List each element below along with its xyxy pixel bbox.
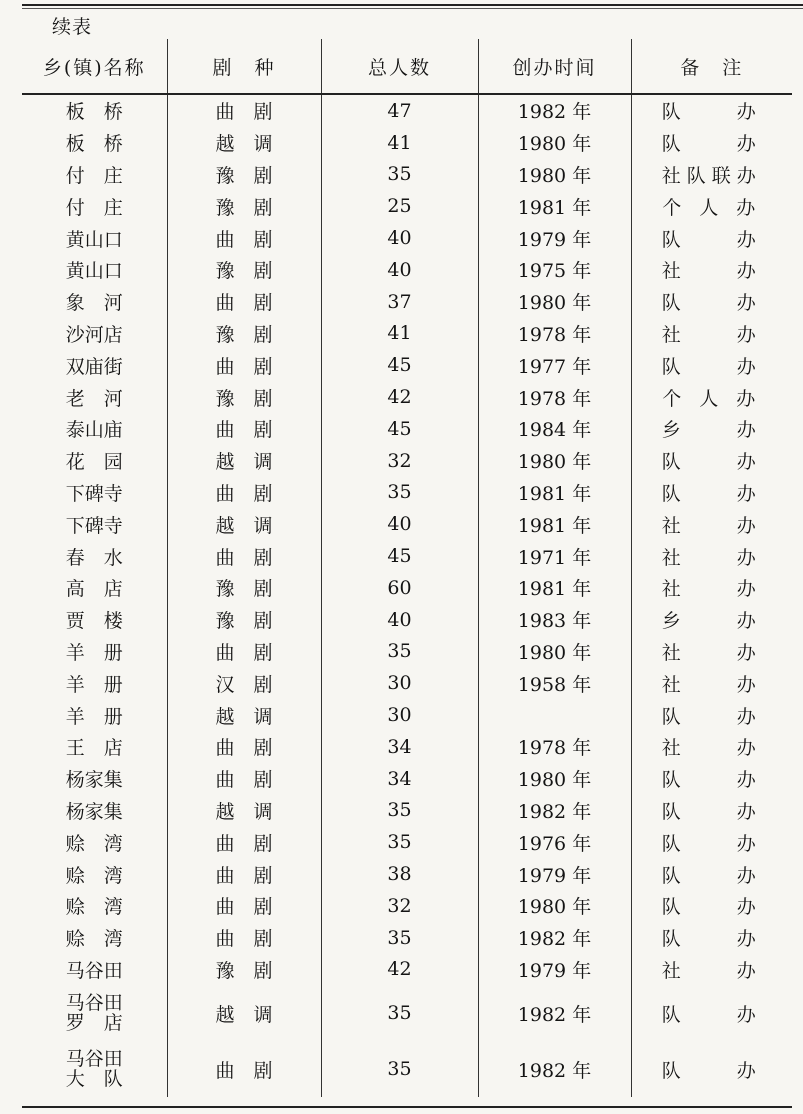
cell-founded: 1981 年 (478, 508, 631, 540)
cell-founded: 1978 年 (478, 381, 631, 413)
cell-note: 社 办 (631, 318, 792, 350)
table-row (22, 667, 792, 699)
cell-note: 社 办 (631, 508, 792, 540)
cell-note: 个 人 办 (631, 381, 792, 413)
cell-founded: 1976 年 (478, 826, 631, 858)
township-line2: 大 队 (65, 1068, 123, 1091)
cell-founded: 1981 年 (478, 572, 631, 604)
cell-township: 羊 册 (65, 673, 123, 696)
cell-note: 社 办 (631, 954, 792, 986)
table-caption: 续表 (52, 16, 93, 38)
cell-founded: 1980 年 (478, 445, 631, 477)
cell-genre: 曲 剧 (167, 731, 321, 763)
table-row (22, 636, 792, 668)
cell-township: 花 园 (65, 451, 123, 474)
troupe-table (22, 39, 792, 1097)
cell-founded: 1977 年 (478, 349, 631, 381)
cell-count: 32 (321, 890, 478, 922)
cell-note: 社队联办 (631, 159, 792, 191)
cell-township: 象 河 (65, 292, 123, 315)
table-row (22, 413, 792, 445)
cell-count: 41 (321, 318, 478, 350)
header-genre: 剧 种 (167, 39, 321, 94)
cell-note: 队 办 (631, 985, 792, 1041)
cell-count: 45 (321, 413, 478, 445)
cell-township (22, 1041, 167, 1097)
cell-note: 队 办 (631, 763, 792, 795)
cell-township: 杨家集 (65, 769, 123, 792)
cell-genre: 越 调 (167, 127, 321, 159)
cell-note: 队 办 (631, 699, 792, 731)
cell-township: 沙河店 (65, 323, 123, 346)
cell-founded: 1984 年 (478, 413, 631, 445)
cell-count: 42 (321, 954, 478, 986)
table-row (22, 826, 792, 858)
cell-count: 25 (321, 190, 478, 222)
cell-township: 羊 册 (65, 641, 123, 664)
cell-genre: 越 调 (167, 445, 321, 477)
table-row (22, 1041, 792, 1097)
cell-founded: 1979 年 (478, 222, 631, 254)
table-header (22, 39, 792, 94)
cell-genre: 豫 剧 (167, 159, 321, 191)
cell-count: 32 (321, 445, 478, 477)
cell-note: 队 办 (631, 127, 792, 159)
cell-township (22, 985, 167, 1041)
cell-note: 社 办 (631, 667, 792, 699)
cell-count: 35 (321, 826, 478, 858)
table-row (22, 222, 792, 254)
cell-note: 队 办 (631, 826, 792, 858)
cell-township: 杨家集 (65, 800, 123, 823)
cell-count: 45 (321, 349, 478, 381)
cell-note: 队 办 (631, 1041, 792, 1097)
cell-township: 板 桥 (65, 133, 123, 156)
cell-township: 春 水 (65, 546, 123, 569)
cell-founded: 1981 年 (478, 477, 631, 509)
cell-genre: 曲 剧 (167, 222, 321, 254)
cell-genre: 豫 剧 (167, 190, 321, 222)
cell-founded: 1980 年 (478, 159, 631, 191)
cell-township: 黄山口 (65, 260, 123, 283)
cell-count: 41 (321, 127, 478, 159)
cell-count: 35 (321, 985, 478, 1041)
cell-count: 37 (321, 286, 478, 318)
table-row (22, 508, 792, 540)
header-note: 备 注 (631, 39, 792, 94)
cell-note: 社 办 (631, 731, 792, 763)
cell-township: 赊 湾 (65, 896, 123, 919)
cell-count: 40 (321, 508, 478, 540)
cell-founded: 1982 年 (478, 94, 631, 127)
cell-count: 40 (321, 222, 478, 254)
cell-note: 乡 办 (631, 413, 792, 445)
cell-founded: 1980 年 (478, 763, 631, 795)
cell-count: 40 (321, 254, 478, 286)
cell-note: 队 办 (631, 477, 792, 509)
cell-note: 队 办 (631, 349, 792, 381)
cell-township: 老 河 (65, 387, 123, 410)
table-row (22, 477, 792, 509)
cell-genre: 豫 剧 (167, 604, 321, 636)
cell-note: 个 人 办 (631, 190, 792, 222)
cell-note: 乡 办 (631, 604, 792, 636)
cell-note: 社 办 (631, 572, 792, 604)
cell-founded: 1980 年 (478, 890, 631, 922)
table-row (22, 922, 792, 954)
cell-township: 下碑寺 (65, 482, 123, 505)
table-row (22, 318, 792, 350)
cell-genre: 越 调 (167, 795, 321, 827)
cell-township: 王 店 (65, 737, 123, 760)
cell-founded (478, 699, 631, 731)
table-row (22, 127, 792, 159)
cell-genre: 曲 剧 (167, 826, 321, 858)
cell-count: 45 (321, 540, 478, 572)
table-row (22, 381, 792, 413)
table-row (22, 954, 792, 986)
table-row (22, 445, 792, 477)
cell-count: 42 (321, 381, 478, 413)
table-row (22, 94, 792, 127)
cell-count: 35 (321, 477, 478, 509)
cell-genre: 曲 剧 (167, 286, 321, 318)
cell-founded: 1971 年 (478, 540, 631, 572)
table-row (22, 763, 792, 795)
cell-founded: 1979 年 (478, 954, 631, 986)
cell-note: 社 办 (631, 636, 792, 668)
cell-founded: 1982 年 (478, 795, 631, 827)
cell-founded: 1978 年 (478, 318, 631, 350)
cell-founded: 1978 年 (478, 731, 631, 763)
table-row (22, 190, 792, 222)
cell-founded: 1982 年 (478, 985, 631, 1041)
cell-founded: 1982 年 (478, 922, 631, 954)
cell-count: 35 (321, 795, 478, 827)
cell-note: 队 办 (631, 222, 792, 254)
top-rule (22, 4, 803, 6)
cell-count: 35 (321, 159, 478, 191)
table-row (22, 985, 792, 1041)
table-row (22, 286, 792, 318)
table-row (22, 795, 792, 827)
header-founded: 创办时间 (478, 39, 631, 94)
cell-count: 38 (321, 858, 478, 890)
cell-genre: 豫 剧 (167, 254, 321, 286)
cell-note: 队 办 (631, 890, 792, 922)
cell-genre: 越 调 (167, 508, 321, 540)
cell-count: 35 (321, 922, 478, 954)
cell-genre: 曲 剧 (167, 94, 321, 127)
table-row (22, 540, 792, 572)
cell-township: 板 桥 (65, 101, 123, 124)
cell-founded: 1980 年 (478, 286, 631, 318)
cell-genre: 豫 剧 (167, 572, 321, 604)
cell-note: 队 办 (631, 922, 792, 954)
cell-count: 47 (321, 94, 478, 127)
cell-note: 社 办 (631, 254, 792, 286)
cell-genre: 曲 剧 (167, 1041, 321, 1097)
cell-genre: 曲 剧 (167, 636, 321, 668)
township-line1: 马谷田 (65, 1048, 123, 1071)
cell-founded: 1975 年 (478, 254, 631, 286)
cell-township: 赊 湾 (65, 928, 123, 951)
cell-genre: 汉 剧 (167, 667, 321, 699)
cell-note: 队 办 (631, 858, 792, 890)
cell-genre: 曲 剧 (167, 349, 321, 381)
cell-count: 60 (321, 572, 478, 604)
header-township: 乡(镇)名称 (22, 39, 167, 94)
table-row (22, 890, 792, 922)
header-count: 总人数 (321, 39, 478, 94)
cell-founded: 1958 年 (478, 667, 631, 699)
cell-township: 双庙街 (65, 355, 123, 378)
cell-genre: 曲 剧 (167, 858, 321, 890)
cell-founded: 1980 年 (478, 127, 631, 159)
top-rule-thin (22, 8, 803, 9)
bottom-rule (22, 1106, 792, 1108)
cell-genre: 曲 剧 (167, 763, 321, 795)
cell-township: 高 店 (65, 578, 123, 601)
cell-note: 队 办 (631, 94, 792, 127)
cell-township: 羊 册 (65, 705, 123, 728)
cell-founded: 1979 年 (478, 858, 631, 890)
table-row (22, 254, 792, 286)
cell-founded: 1983 年 (478, 604, 631, 636)
cell-count: 40 (321, 604, 478, 636)
cell-township: 下碑寺 (65, 514, 123, 537)
cell-founded: 1980 年 (478, 636, 631, 668)
cell-township: 泰山庙 (65, 419, 123, 442)
table-row (22, 604, 792, 636)
cell-township: 马谷田 (65, 959, 123, 982)
cell-township: 赊 湾 (65, 864, 123, 887)
cell-genre: 曲 剧 (167, 540, 321, 572)
cell-note: 队 办 (631, 795, 792, 827)
township-line2: 罗 店 (65, 1012, 123, 1035)
cell-founded: 1981 年 (478, 190, 631, 222)
cell-genre: 豫 剧 (167, 954, 321, 986)
table-row (22, 349, 792, 381)
cell-founded: 1982 年 (478, 1041, 631, 1097)
cell-count: 30 (321, 667, 478, 699)
table-row (22, 699, 792, 731)
cell-count: 35 (321, 636, 478, 668)
cell-genre: 豫 剧 (167, 381, 321, 413)
cell-township: 贾 楼 (65, 610, 123, 633)
cell-count: 35 (321, 1041, 478, 1097)
cell-genre: 曲 剧 (167, 477, 321, 509)
cell-note: 社 办 (631, 540, 792, 572)
cell-township: 付 庄 (65, 196, 123, 219)
cell-count: 34 (321, 731, 478, 763)
cell-note: 队 办 (631, 445, 792, 477)
cell-township: 赊 湾 (65, 832, 123, 855)
table-row (22, 858, 792, 890)
cell-genre: 曲 剧 (167, 890, 321, 922)
cell-genre: 豫 剧 (167, 318, 321, 350)
cell-genre: 曲 剧 (167, 413, 321, 445)
table-row (22, 731, 792, 763)
cell-genre: 越 调 (167, 699, 321, 731)
cell-township: 付 庄 (65, 164, 123, 187)
table-row (22, 159, 792, 191)
cell-note: 队 办 (631, 286, 792, 318)
cell-count: 34 (321, 763, 478, 795)
table-body (22, 94, 792, 1097)
table-row (22, 572, 792, 604)
township-line1: 马谷田 (65, 992, 123, 1015)
cell-genre: 曲 剧 (167, 922, 321, 954)
cell-township: 黄山口 (65, 228, 123, 251)
cell-genre: 越 调 (167, 985, 321, 1041)
cell-count: 30 (321, 699, 478, 731)
